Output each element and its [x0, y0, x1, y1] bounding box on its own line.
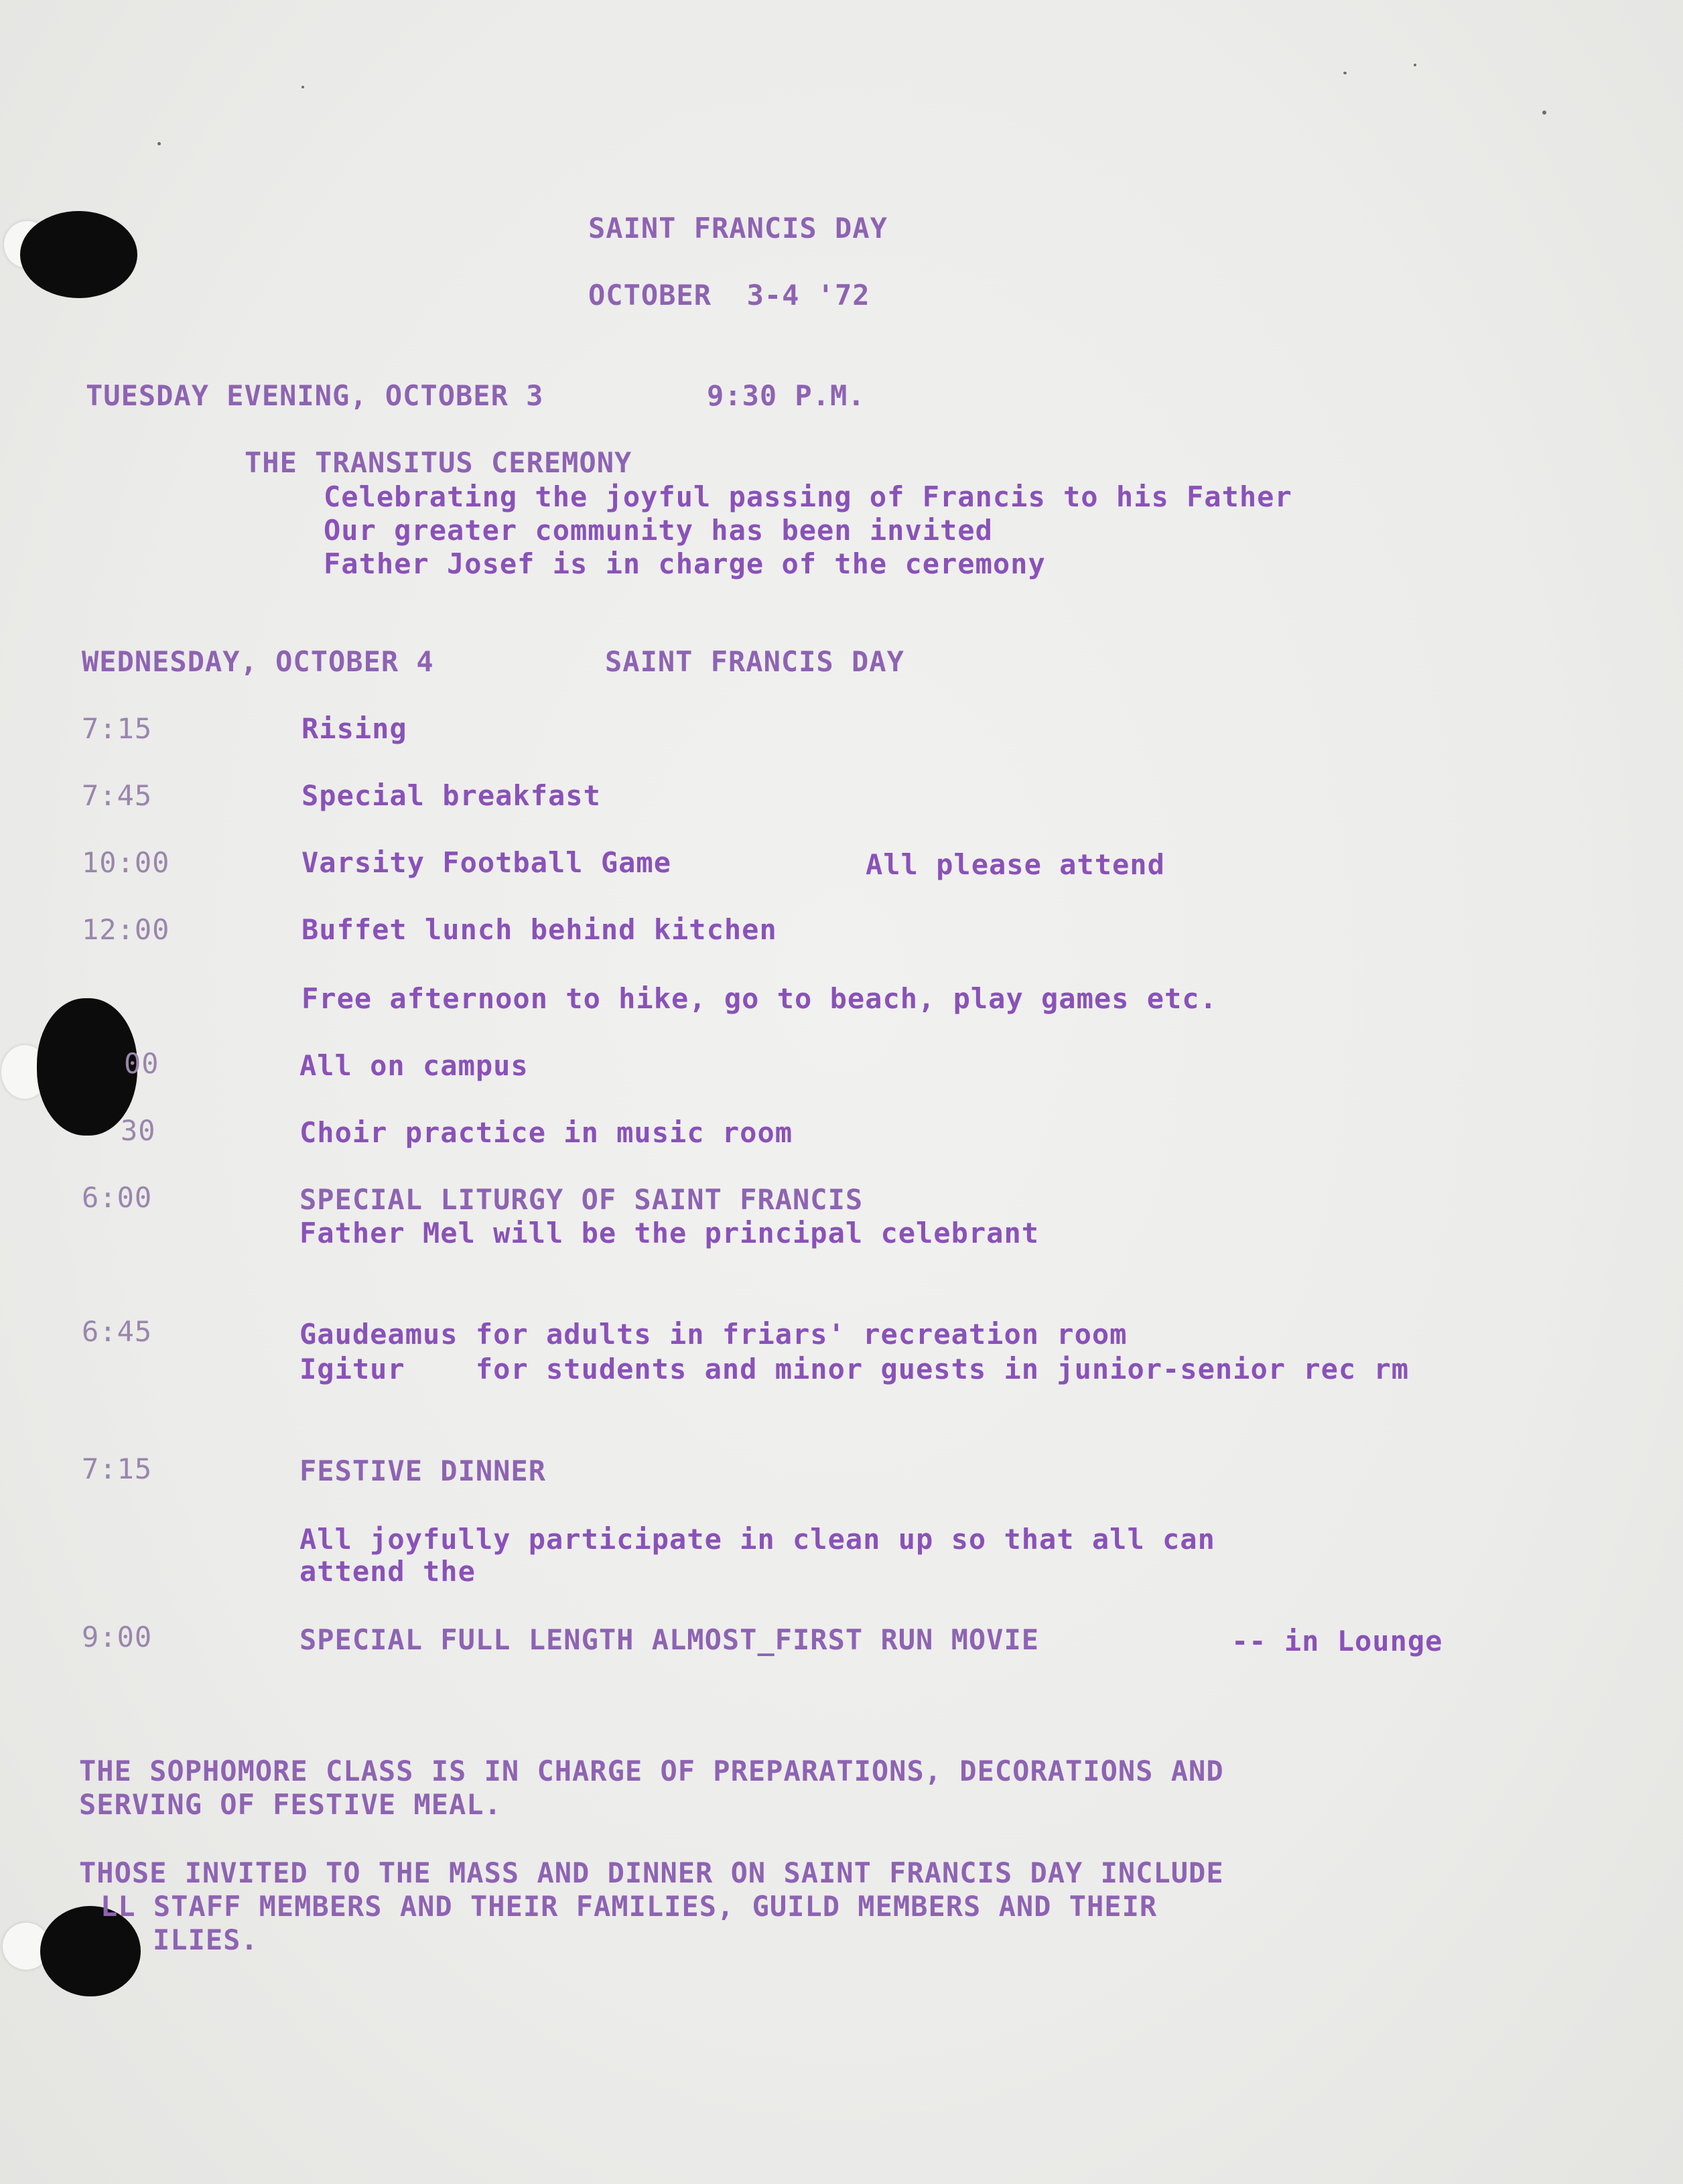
hole-punch-top [20, 211, 137, 298]
schedule-time: 7:15 [82, 712, 153, 745]
footer-paragraph-line: SERVING OF FESTIVE MEAL. [79, 1788, 502, 1821]
schedule-event-detail: Igitur for students and minor guests in junior-senior rec rm [299, 1353, 1410, 1385]
schedule-event: Rising [301, 712, 407, 745]
schedule-time: 30 [121, 1114, 156, 1147]
schedule-event: All joyfully participate in clean up so that all can [299, 1523, 1215, 1556]
document-title: SAINT FRANCIS DAY [588, 212, 888, 245]
footer-paragraph-line: LL STAFF MEMBERS AND THEIR FAMILIES, GUILD MEMBERS AND THEIR [100, 1890, 1158, 1923]
footer-paragraph-line: THE SOPHOMORE CLASS IS IN CHARGE OF PREPARATIONS, DECORATIONS AND [79, 1755, 1224, 1787]
transitus-line: Celebrating the joyful passing of Francis to his Father [324, 480, 1292, 513]
schedule-event: Free afternoon to hike, go to beach, play games etc. [301, 982, 1217, 1015]
schedule-time: 7:15 [82, 1452, 153, 1485]
schedule-time: 6:45 [82, 1315, 153, 1348]
document-dates: OCTOBER 3-4 '72 [588, 279, 870, 312]
transitus-line: Father Josef is in charge of the ceremony [324, 547, 1046, 580]
schedule-event: Choir practice in music room [299, 1116, 793, 1149]
paper-speck [1414, 64, 1416, 66]
schedule-event-detail: attend the [299, 1555, 476, 1588]
schedule-note: -- in Lounge [1231, 1625, 1443, 1657]
tuesday-time: 9:30 P.M. [707, 379, 866, 412]
tuesday-heading: TUESDAY EVENING, OCTOBER 3 [86, 379, 544, 412]
schedule-note: All please attend [866, 848, 1165, 881]
transitus-title: THE TRANSITUS CEREMONY [245, 446, 632, 479]
schedule-event: FESTIVE DINNER [299, 1454, 547, 1487]
schedule-time: 12:00 [82, 913, 170, 946]
schedule-time: 6:00 [82, 1181, 153, 1214]
wednesday-subtitle: SAINT FRANCIS DAY [605, 645, 904, 678]
paper-speck [1542, 111, 1546, 115]
schedule-event: SPECIAL LITURGY OF SAINT FRANCIS [299, 1183, 864, 1216]
paper-speck [157, 142, 161, 145]
paper-speck [301, 86, 304, 88]
transitus-line: Our greater community has been invited [324, 514, 993, 547]
schedule-event: SPECIAL FULL LENGTH ALMOST_FIRST RUN MOVIE [299, 1623, 1040, 1656]
schedule-event: Gaudeamus for adults in friars' recreation room [299, 1318, 1128, 1351]
schedule-time: 00 [124, 1047, 159, 1080]
paper-speck [1343, 72, 1347, 74]
schedule-event: Special breakfast [301, 779, 601, 812]
footer-paragraph-line: ILIES. [153, 1923, 259, 1956]
footer-paragraph-line: THOSE INVITED TO THE MASS AND DINNER ON SAINT FRANCIS DAY INCLUDE [79, 1856, 1224, 1889]
schedule-event: Buffet lunch behind kitchen [301, 913, 777, 946]
schedule-time: 7:45 [82, 779, 153, 812]
schedule-time: 10:00 [82, 846, 170, 879]
schedule-time: 9:00 [82, 1621, 153, 1653]
schedule-event: All on campus [299, 1049, 529, 1082]
schedule-event-detail: Father Mel will be the principal celebrant [299, 1217, 1040, 1249]
wednesday-heading: WEDNESDAY, OCTOBER 4 [82, 645, 434, 678]
schedule-event: Varsity Football Game [301, 846, 672, 879]
